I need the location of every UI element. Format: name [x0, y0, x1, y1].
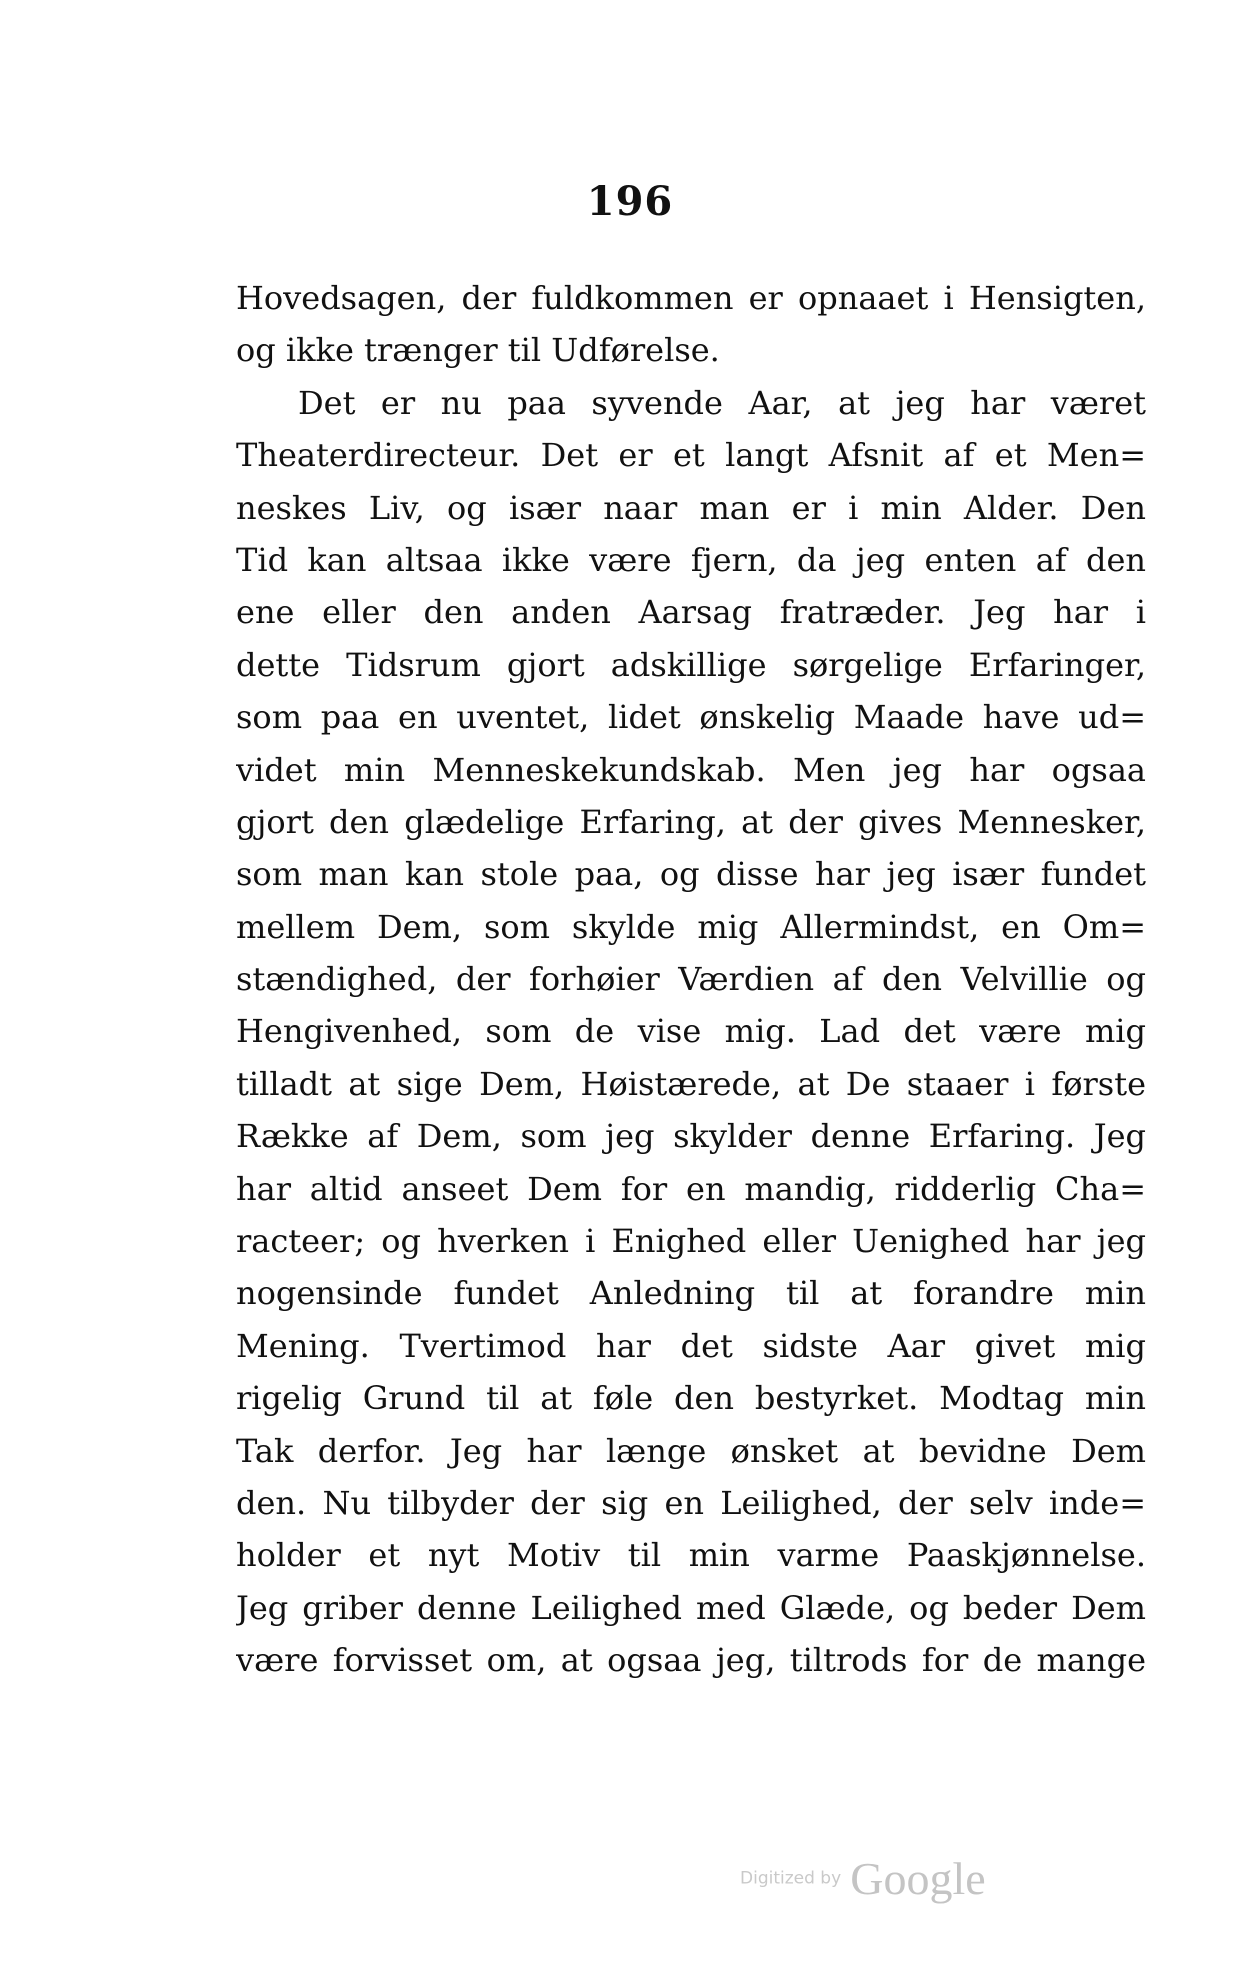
text-line: holder et nyt Motiv til min varme Paaskjønnelse. — [236, 1536, 1146, 1575]
digitized-by-watermark — [740, 1852, 1070, 1912]
text-line: neskes Liv, og især naar man er i min Alder. Den — [236, 488, 1146, 527]
text-line: Det er nu paa syvende Aar, at jeg har været — [298, 383, 1146, 422]
text-line: som paa en uventet, lidet ønskelig Maade have ud= — [236, 698, 1146, 737]
text-line: tilladt at sige Dem, Høistærede, at De staaer i første — [236, 1064, 1146, 1103]
text-line: stændighed, der forhøier Værdien af den Velvillie og — [236, 960, 1146, 999]
text-line: Hengivenhed, som de vise mig. Lad det være mig — [236, 1012, 1146, 1051]
text-line: har altid anseet Dem for en mandig, ridderlig Cha= — [236, 1169, 1146, 1208]
digitized-by-label: Digitized by — [740, 1868, 842, 1889]
text-line: Theaterdirecteur. Det er et langt Afsnit af et Men= — [236, 436, 1146, 475]
text-line: videt min Menneskekundskab. Men jeg har ogsaa — [236, 750, 1146, 789]
text-line: ene eller den anden Aarsag fratræder. Jeg har i — [236, 593, 1146, 632]
google-logo: Google — [850, 1853, 986, 1904]
text-line: Jeg griber denne Leilighed med Glæde, og beder Dem — [236, 1588, 1146, 1627]
text-line: som man kan stole paa, og disse har jeg især fundet — [236, 855, 1146, 894]
text-line: Hovedsagen, der fuldkommen er opnaaet i Hensigten, — [236, 279, 1146, 317]
body-text — [236, 272, 1146, 1687]
text-line: Tid kan altsaa ikke være fjern, da jeg enten af den — [236, 540, 1146, 579]
text-line: Mening. Tvertimod har det sidste Aar givet mig — [236, 1326, 1146, 1365]
text-line: racteer; og hverken i Enighed eller Uenighed har jeg — [236, 1222, 1146, 1261]
text-line: og ikke trænger til Udførelse. — [236, 331, 720, 370]
text-line: Tak derfor. Jeg har længe ønsket at bevidne Dem — [236, 1431, 1146, 1470]
text-line: nogensinde fundet Anledning til at forandre min — [236, 1274, 1146, 1313]
text-line: Række af Dem, som jeg skylder denne Erfaring. Jeg — [236, 1117, 1146, 1156]
text-line: gjort den glædelige Erfaring, at der gives Mennesker, — [236, 802, 1146, 841]
text-line: mellem Dem, som skylde mig Allermindst, en Om= — [236, 907, 1146, 946]
text-line: dette Tidsrum gjort adskillige sørgelige Erfaringer, — [236, 645, 1146, 684]
text-line: rigelig Grund til at føle den bestyrket. Modtag min — [236, 1379, 1146, 1418]
text-line: den. Nu tilbyder der sig en Leilighed, der selv inde= — [236, 1483, 1146, 1522]
page-number: 196 — [586, 178, 674, 225]
text-line: være forvisset om, at ogsaa jeg, tiltrods for de mange — [236, 1641, 1146, 1680]
